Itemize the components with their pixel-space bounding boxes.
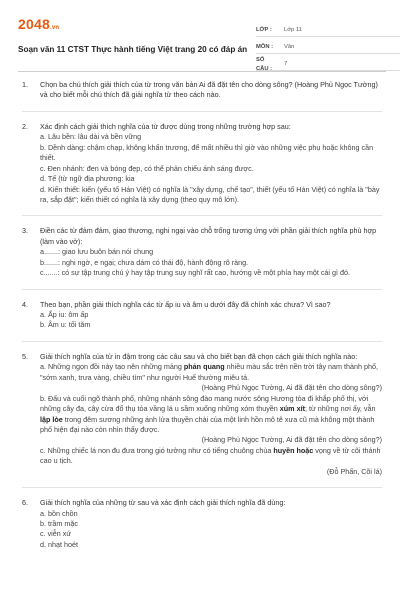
meta-row-subject <box>256 42 400 54</box>
question-6 <box>22 498 382 550</box>
meta-value: 7 <box>284 61 288 68</box>
answer-option: d. Kiến thiết: kiến (yếu tố Hán Việt) có nghĩa là "xây dựng, chế tạo", thiết (yếu tố Hán Việt) có nghĩa là "bày ra, sắp đặt"; kiến thiết có nghĩa là xây dựng (theo quy mô lớn). <box>40 184 380 204</box>
example-text: c. Những chiếc lá non đu đưa trong gió tưởng như có tiếng chuông chùa <box>40 445 274 455</box>
question-text: Xác định cách giải thích nghĩa của từ được dùng trong những trường hợp sau: <box>40 121 291 131</box>
meta-row-count <box>256 59 400 71</box>
highlighted-word: phản quang <box>183 362 225 372</box>
source-citation: (Đỗ Phấn, Cõi lá) <box>326 466 382 476</box>
question-number: 3. <box>22 226 28 236</box>
question-1 <box>22 80 382 101</box>
question-number: 2. <box>22 121 28 131</box>
example-text: vọng về từ cõi thánh cao u tịch. <box>40 445 381 466</box>
meta-info <box>256 25 400 76</box>
logo-main: 2048 <box>18 16 50 32</box>
question-number: 6. <box>22 498 28 508</box>
example-text: b. Đấu và cuối ngõ thành phố, những nhánh sông đào mang nước sông Hương tỏa đi khắp phố thị, với những cây đa, cây cừa đổ thụ tỏa vầng lá u sầm xuống những xóm thuyền <box>40 393 369 414</box>
question-divider <box>22 341 382 342</box>
answer-option: a. bồn chồn <box>40 508 78 518</box>
question-text: Giải thích nghĩa của những từ sau và xác định cách giải thích nghĩa đã dùng: <box>40 498 286 508</box>
page-title: Soạn văn 11 CTST Thực hành tiếng Việt trang 20 có đáp án <box>18 45 248 54</box>
meta-value: Văn <box>284 44 295 51</box>
question-4 <box>22 300 382 331</box>
question-number: 1. <box>22 80 28 89</box>
question-text: Giải thích nghĩa của từ in đậm trong các câu sau và cho biết bạn đã chọn cách giải thích nghĩa nào: <box>40 351 358 361</box>
question-number: 4. <box>22 299 28 309</box>
meta-value: Lớp 11 <box>284 27 302 34</box>
question-3 <box>22 226 382 278</box>
question-divider <box>22 215 382 216</box>
questions-list <box>22 80 382 560</box>
answer-option: b.......: nghi ngờ, e ngại; chưa dám có thái độ, hành động rõ ràng. <box>40 257 249 267</box>
highlighted-word: xúm xít <box>279 404 305 414</box>
highlighted-word: lập lòe <box>40 414 63 424</box>
example-text: a. Những ngọn đồi này tạo nên những mảng <box>40 362 184 372</box>
example-text: trong đêm sương những ánh lửa thuyền chài của một linh hồn mô tê xưa cũ mà không một thành phố hiện đại nào còn nhìn thấy được. <box>40 414 375 434</box>
logo-suffix: .vn <box>49 25 60 31</box>
question-2 <box>22 122 382 206</box>
meta-label: LỚP : <box>256 27 272 34</box>
source-citation: (Hoàng Phủ Ngọc Tường, Ai đã đặt tên cho dòng sông?) <box>201 383 382 393</box>
meta-label: SỐ CÂU : <box>256 57 273 72</box>
meta-row-class <box>256 25 400 37</box>
question-text: Điền các từ đảm đảm, giao thương, nghi ngại vào chỗ trống tương ứng với phần giải thích nghĩa phù hợp (làm vào vở): <box>40 226 377 246</box>
answer-option: b. Âm u: tối tăm <box>40 320 91 330</box>
example-text: ; từ những nơi ấy, vẫn <box>304 404 376 414</box>
header <box>18 14 386 72</box>
answer-option: c. viễn xứ <box>40 529 72 539</box>
source-citation: (Hoàng Phủ Ngọc Tường, Ai đã đặt tên cho dòng sông?) <box>201 435 382 445</box>
example-text: nhiều màu sắc trên nền trời tây nam thành phố, "sớm xanh, trưa vàng, chiều tím" như người Huế thường miêu tả. <box>40 362 378 382</box>
answer-option: d. Tế (từ ngữ địa phương: kia <box>40 174 135 184</box>
answer-option: c. Đen nhánh: đen và bóng đẹp, có thể phản chiếu ánh sáng được. <box>40 163 254 173</box>
answer-option: a. Lâu bền: lâu dài và bền vững <box>40 132 142 142</box>
highlighted-word: huyền hoặc <box>273 445 314 455</box>
question-number: 5. <box>22 351 28 361</box>
example-b <box>40 394 382 436</box>
question-divider <box>22 111 382 112</box>
answer-option: a. Ấp iu: ôm ấp <box>40 310 89 319</box>
site-logo[interactable] <box>18 14 59 34</box>
question-divider <box>22 289 382 290</box>
answer-option: b. Dềnh dàng: chậm chạp, không khẩn trương, để mất nhiều thì giờ vào những việc phụ hoặc không cần thiết. <box>40 142 374 163</box>
question-divider <box>22 487 382 488</box>
example-a <box>40 362 382 383</box>
answer-option: d. nhạt hoét <box>40 539 78 549</box>
question-text: Chọn ba chú thích giải thích của từ trong văn bản Ai đã đặt tên cho dòng sông? (Hoàng Phủ Ngọc Tường) và cho biết mỗi chú thích đã giải nghĩa từ theo cách nào. <box>40 80 378 100</box>
answer-option: c.......: có sự tập trung chú ý hay tập trung suy nghĩ rất cao, hướng về một phía hay một cái gì đó. <box>40 268 350 278</box>
answer-option: b. trầm mặc <box>40 519 78 528</box>
question-5 <box>22 352 382 477</box>
question-text: Theo bạn, phần giải thích nghĩa các từ ấp iu và âm u dưới đây đã chính xác chưa? Vì sao? <box>40 299 331 309</box>
example-c <box>40 446 382 467</box>
meta-label: MÔN : <box>256 44 274 51</box>
header-divider <box>18 71 386 72</box>
answer-option: a.......: giao lưu buôn bán nói chung <box>40 247 154 257</box>
